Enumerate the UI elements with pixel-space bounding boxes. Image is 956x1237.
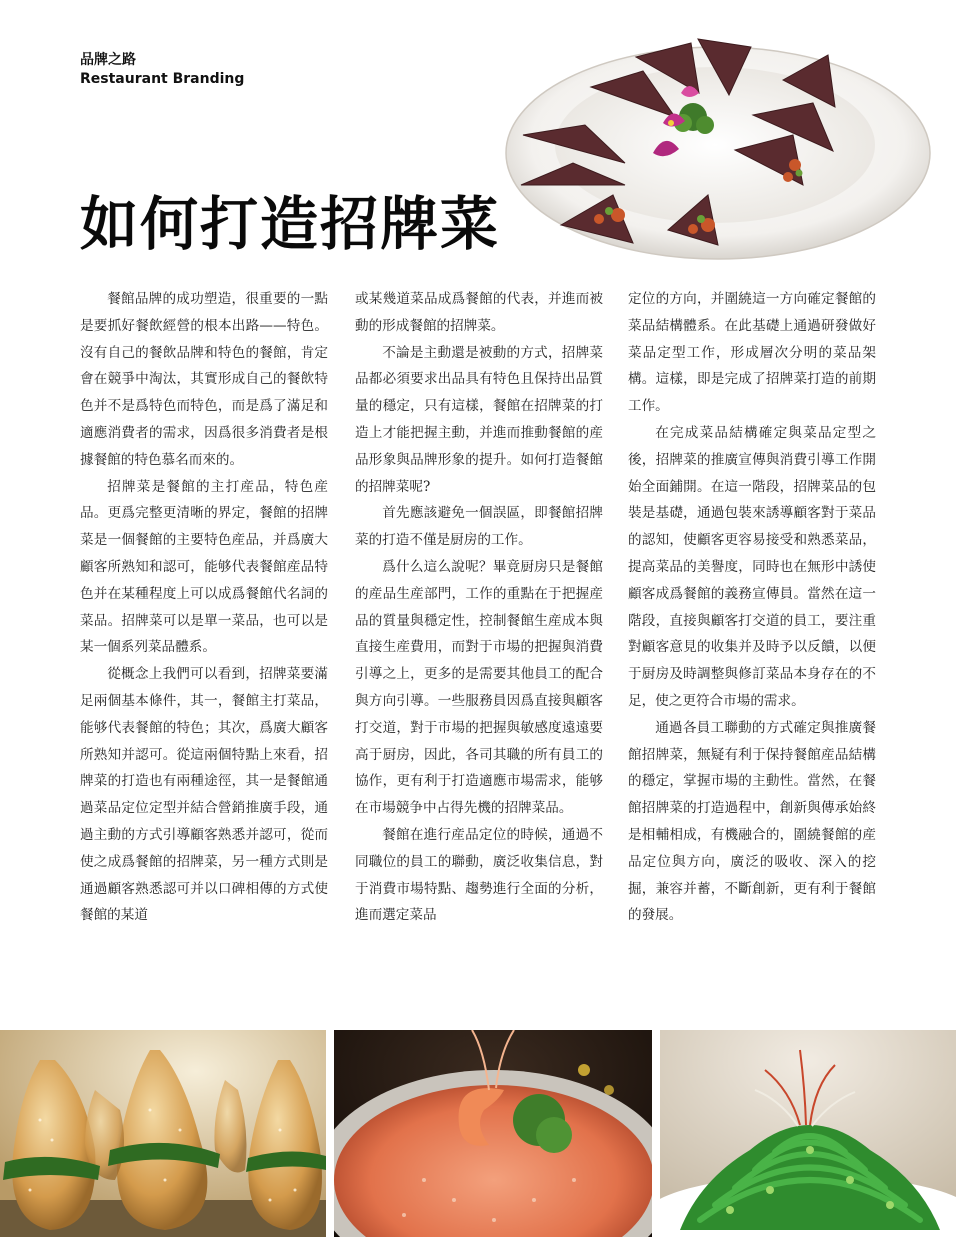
paragraph: 餐館在進行産品定位的時候，通過不同職位的員工的聯動，廣泛收集信息，對于消費市場特點、趨勢進行全面的分析，進而選定菜品 bbox=[355, 826, 603, 924]
hero-dumpling-photo bbox=[503, 35, 933, 260]
paragraph: 餐館品牌的成功塑造，很重要的一點是要抓好餐飲經營的根本出路——特色。沒有自己的餐飲品牌和特色的餐館，肯定會在競爭中淘汰，其實形成自己的餐飲特色并不是爲特色而特色，而是爲了滿足和適應消費者的需求，因爲很多消費者是根據餐館的特色慕名而來的。 bbox=[80, 291, 328, 468]
article-column-3 bbox=[628, 286, 876, 929]
paragraph: 招牌菜是餐館的主打産品，特色産品。更爲完整更清晰的界定，餐館的招牌菜是一個餐館的主要特色産品，并爲廣大顧客所熟知和認可，能够代表餐館産品特色并在某種程度上可以成爲餐館代名詞的菜品。招牌菜可以是單一菜品，也可以是某一個系列菜品體系。 bbox=[80, 478, 328, 656]
paragraph: 不論是主動還是被動的方式，招牌菜品都必須要求出品具有特色且保持出品質量的穩定，只有這樣，餐館在招牌菜的打造上才能把握主動，并進而推動餐館的産品形象與品牌形象的提升。如何打造餐館的招牌菜呢? bbox=[355, 344, 603, 495]
section-tag-en: Restaurant Branding bbox=[80, 71, 245, 87]
paragraph: 首先應該避免一個誤區，即餐館招牌菜的打造不僅是厨房的工作。 bbox=[355, 505, 603, 549]
paragraph: 在完成菜品結構確定與菜品定型之後，招牌菜的推廣宣傳與消費引導工作開始全面鋪開。在這一階段，招牌菜品的包裝是基礎，通過包裝來誘導顧客對于菜品的認知，使顧客更容易接受和熟悉菜品，提高菜品的美譽度，同時也在無形中誘使顧客成爲餐館的義務宣傳員。當然在這一階段，直接與顧客打交道的員工，要注重對顧客意見的收集并及時予以反饋，以便于厨房及時調整與修訂菜品本身存在的不足，使之更符合市場的需求。 bbox=[628, 424, 876, 709]
article-column-2 bbox=[355, 286, 603, 929]
paragraph: 或某幾道菜品成爲餐館的代表，并進而被動的形成餐館的招牌菜。 bbox=[355, 291, 603, 334]
article-column-1 bbox=[80, 286, 328, 929]
paragraph: 定位的方向，并圍繞這一方向確定餐館的菜品結構體系。在此基礎上通過研發做好菜品定型工作，形成層次分明的菜品架構。這樣，即是完成了招牌菜打造的前期工作。 bbox=[628, 291, 876, 415]
shrimp-dish-photo bbox=[334, 1030, 652, 1237]
green-beans-photo bbox=[660, 1030, 956, 1237]
paragraph: 通過各員工聯動的方式確定與推廣餐館招牌菜，無疑有利于保持餐館産品結構的穩定，掌握市場的主動性。當然，在餐館招牌菜的打造過程中，創新與傳承始終是相輔相成，有機融合的，圍繞餐館的産品定位與方向，廣泛的吸收、深入的挖掘，兼容并蓄，不斷創新，更有利于餐館的發展。 bbox=[628, 719, 876, 924]
section-tag bbox=[80, 51, 244, 89]
paragraph: 從概念上我們可以看到，招牌菜要滿足兩個基本條件，其一，餐館主打菜品，能够代表餐館的特色；其次，爲廣大顧客所熟知并認可。從這兩個特點上來看，招牌菜的打造也有兩種途徑，其一是餐館通過菜品定位定型并結合營銷推廣手段，通過主動的方式引導顧客熟悉并認可，從而使之成爲餐館的招牌菜，另一種方式則是通過顧客熟悉認可并以口碑相傳的方式使餐館的某道 bbox=[80, 666, 328, 924]
article-title: 如何打造招牌菜 bbox=[80, 189, 501, 258]
sesame-balls-photo bbox=[0, 1030, 326, 1237]
paragraph: 爲什么這么說呢？畢竟厨房只是餐館的産品生産部門，工作的重點在于把握産品的質量與穩定性，控制餐館生産成本與直接生産費用，而對于市場的把握與消費引導之上，更多的是需要其他員工的配合與方向引導。一些服務員因爲直接與顧客打交道，對于市場的把握與敏感度遠遠要高于厨房，因此，各司其職的所有員工的協作，更有利于打造適應市場需求，能够在市場競争中占得先機的招牌菜品。 bbox=[355, 558, 603, 817]
section-tag-zh: 品牌之路 bbox=[80, 52, 136, 68]
